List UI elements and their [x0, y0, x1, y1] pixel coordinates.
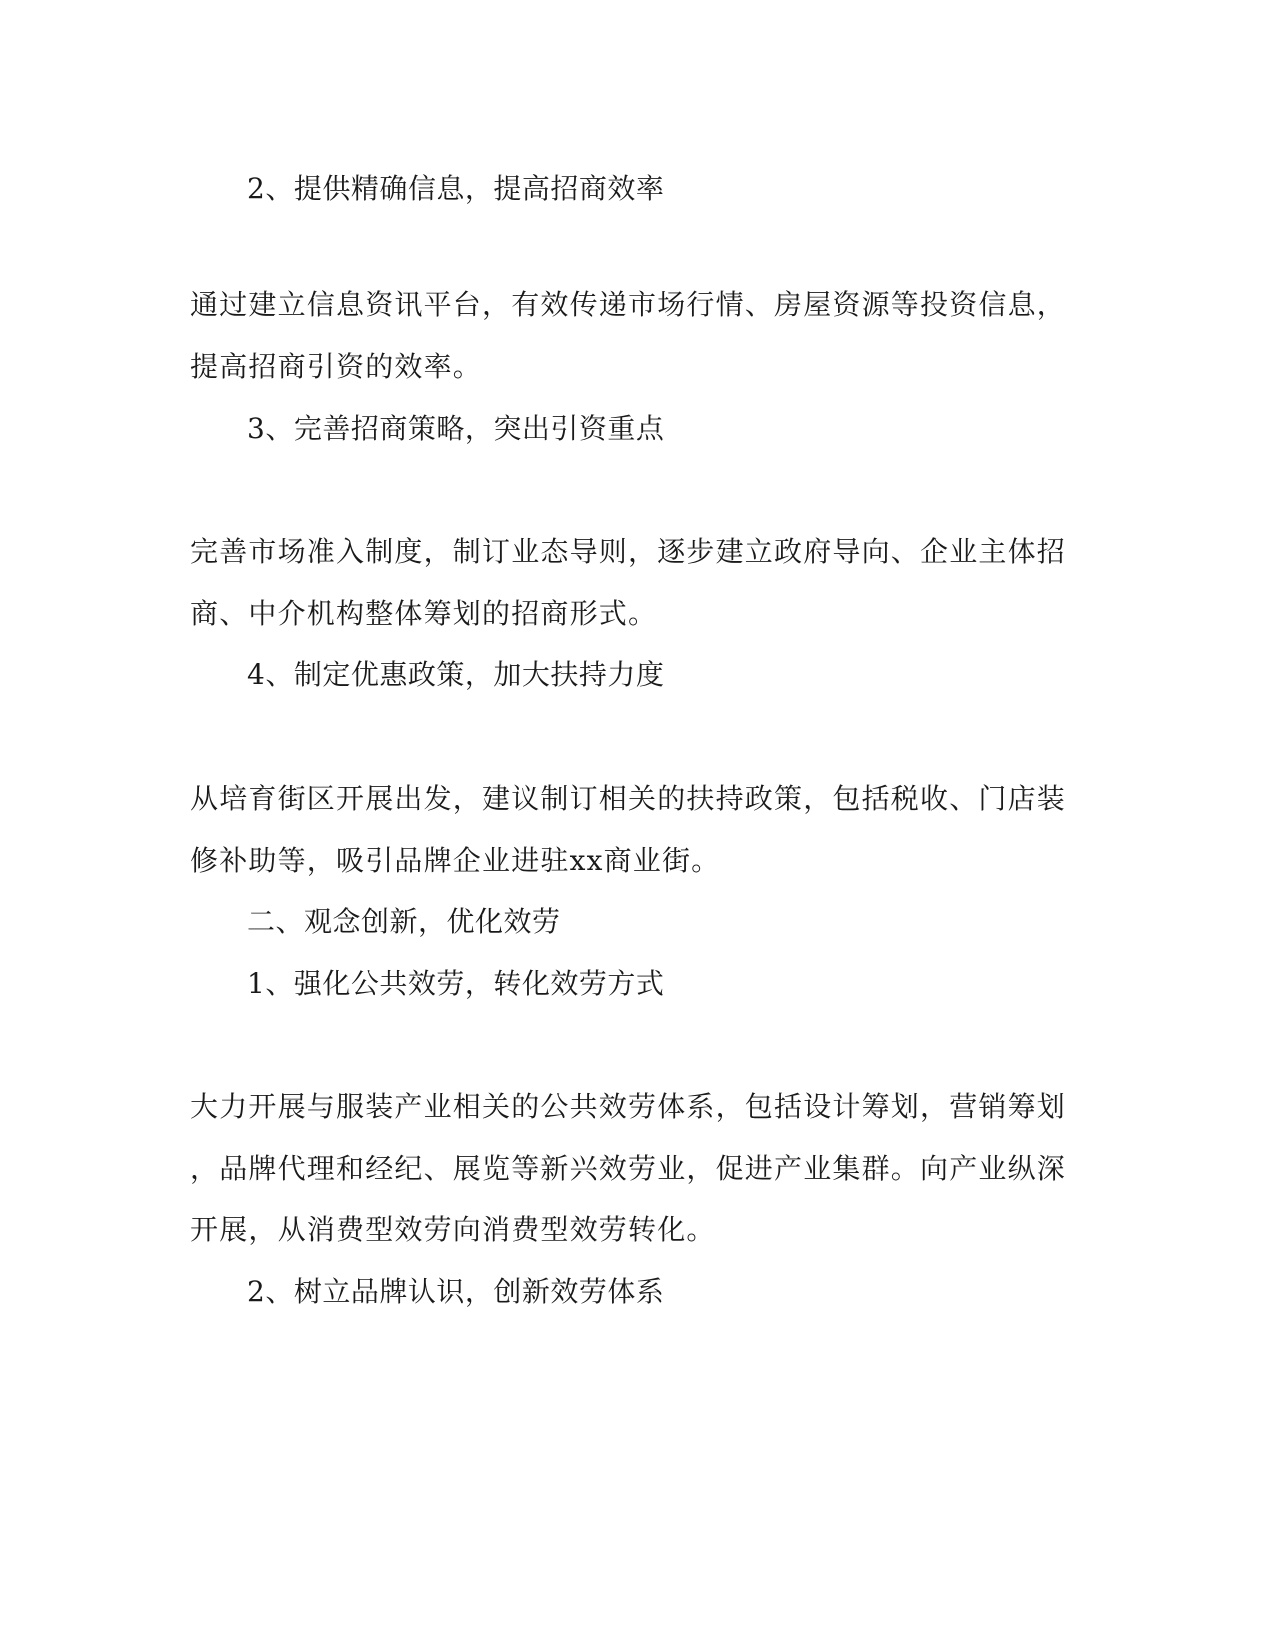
heading-2-brand: 2、树立品牌认识，创新效劳体系 — [247, 1275, 665, 1308]
paragraph-line: 提高招商引资的效率。 — [190, 350, 483, 383]
paragraph-line: 通过建立信息资讯平台，有效传递市场行情、房屋资源等投资信息， — [190, 288, 1067, 321]
paragraph-line: 大力开展与服装产业相关的公共效劳体系，包括设计筹划，营销筹划 — [190, 1090, 1067, 1123]
paragraph-line: 完善市场准入制度，制订业态导则，逐步建立政府导向、企业主体招 — [190, 535, 1067, 568]
paragraph-line: 修补助等，吸引品牌企业进驻xx商业街。 — [190, 844, 721, 877]
paragraph-line: 从培育街区开展出发，建议制订相关的扶持政策，包括税收、门店装 — [190, 782, 1067, 815]
heading-4-policy: 4、制定优惠政策，加大扶持力度 — [247, 658, 665, 691]
heading-3-strategy: 3、完善招商策略，突出引资重点 — [247, 412, 665, 445]
section-heading-two: 二、观念创新，优化效劳 — [247, 905, 561, 938]
paragraph-line: 开展，从消费型效劳向消费型效劳转化。 — [190, 1213, 716, 1246]
heading-1-public-service: 1、强化公共效劳，转化效劳方式 — [247, 967, 665, 1000]
paragraph-line: ，品牌代理和经纪、展览等新兴效劳业，促进产业集群。向产业纵深 — [190, 1152, 1067, 1185]
paragraph-line: 商、中介机构整体筹划的招商形式。 — [190, 597, 658, 630]
heading-2-precise-info: 2、提供精确信息，提高招商效率 — [247, 172, 665, 205]
